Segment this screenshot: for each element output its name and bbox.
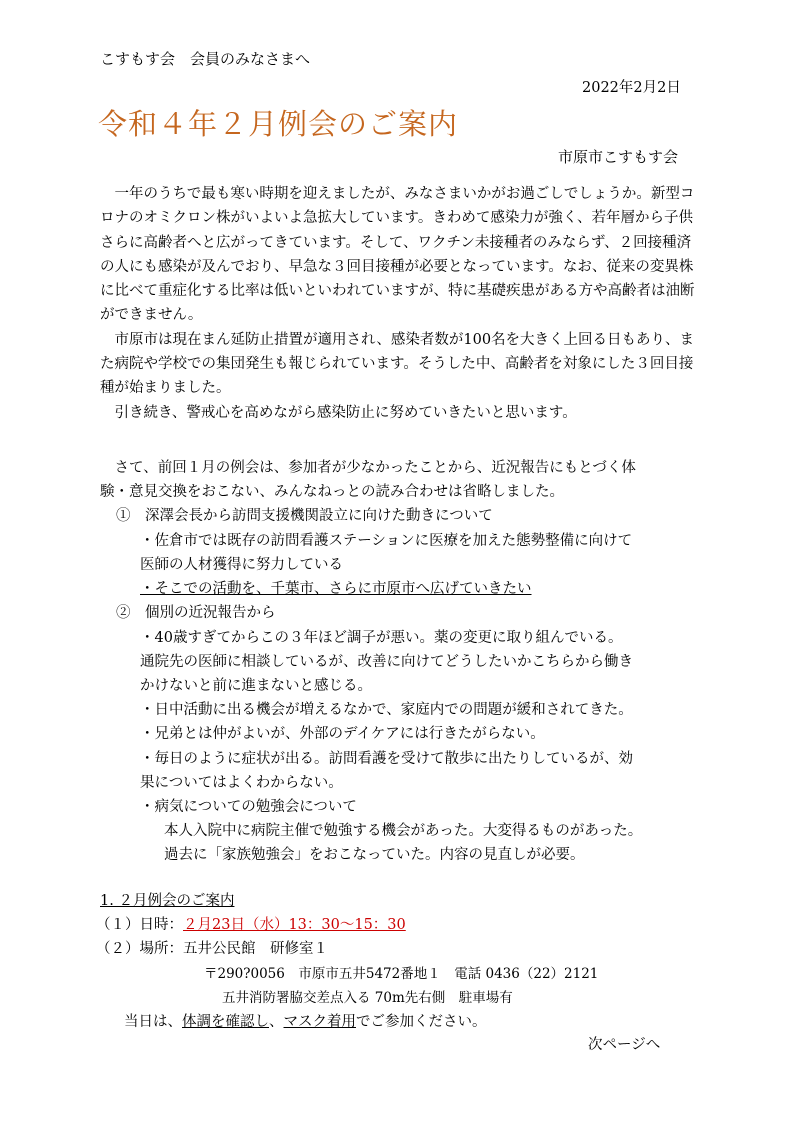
report-item-2-line-2: 通院先の医師に相談しているが、改善に向けてどうしたいかこちらから働き	[140, 654, 633, 670]
meeting-note-mid: 、	[269, 1014, 284, 1030]
report-item-2-line-3: かけないと前に進まないと感じる。	[140, 678, 372, 694]
intro-paragraph-2: 市原市は現在まん延防止措置が適用され、感染者数が100名を大きく上回る日もあり、また病院や学校での集団発生も報じられています。そうした中、高齢者を対象にした３回目接種が始まりました。	[100, 331, 695, 397]
report-item-1-line-2: 医師の人材獲得に努力している	[140, 557, 343, 573]
meeting-date-value: ２月23日（水）13：30～15：30	[183, 917, 406, 933]
report-item-1-title: ① 深澤会長から訪問支援機関設立に向けた動きについて	[116, 508, 493, 524]
meeting-date-row	[96, 913, 406, 937]
report-item-2-line-5: ・兄弟とは仲がよいが、外部のデイケアには行きたがらない。	[140, 726, 545, 742]
intro-text	[100, 182, 696, 425]
meeting-note-mask: マスク着用	[283, 1014, 356, 1030]
date: 2022年2月2日	[582, 80, 681, 96]
report-item-2-line-7: 果についてはよくわからない。	[140, 775, 343, 791]
meeting-note-health: 体調を確認し	[182, 1014, 269, 1030]
meeting-note-pre: 当日は、	[124, 1014, 182, 1030]
report-lead-1: さて、前回１月の例会は、参加者が少なかったことから、近況報告にもとづく体	[100, 460, 636, 476]
report-item-1-line-3: ・そこでの活動を、千葉市、さらに市原市へ広げていきたい	[140, 581, 532, 597]
report-item-2-line-10: 過去に「家族勉強会」をおこなっていた。内容の見直しが必要。	[164, 847, 585, 863]
meeting-date-label: （１）日時：	[96, 917, 183, 933]
meeting-address: 〒290?0056 市原市五井5472番地１ 電話 0436（22）2121	[204, 966, 599, 982]
next-page-label: 次ページへ	[588, 1037, 661, 1053]
report-item-2-line-1: ・40歳すぎてからこの３年ほど調子が悪い。薬の変更に取り組んでいる。	[140, 630, 623, 646]
report-item-2-line-6: ・毎日のように症状が出る。訪問看護を受けて散歩に出たりしているが、効	[140, 751, 633, 767]
report-item-2-title: ② 個別の近況報告から	[116, 605, 276, 621]
intro-paragraph-1: 一年のうちで最も寒い時期を迎えましたが、みなさまいかがお過ごしでしょうか。新型コロナのオミクロン株がいよいよ急拡大しています。きわめて感染力が強く、若年層から子供さらに高齢者へと広がってきています。そして、ワクチン未接種者のみならず、２回接種済の人にも感染が及んでおり、早急な３回目接種が必要となっています。なお、従来の変異株に比べて重症化する比率は低いといわれていますが、特に基礎疾患がある方や高齢者は油断ができません。	[100, 186, 695, 324]
meeting-heading: 1. ２月例会のご案内	[100, 893, 235, 909]
report-item-2-line-9: 本人入院中に病院主催で勉強する機会があった。大変得るものがあった。	[164, 823, 643, 839]
report-item-2-line-8: ・病気についての勉強会について	[140, 799, 357, 815]
meeting-landmark: 五井消防署脇交差点入る 70m先右側 駐車場有	[222, 990, 513, 1006]
greeting: こすもす会 会員のみなさまへ	[100, 50, 311, 68]
intro-paragraph-3: 引き続き、警戒心を高めながら感染防止に努めていきたいと思います。	[100, 404, 577, 421]
organization: 市原市こすもす会	[558, 148, 679, 166]
meeting-place: （２）場所：五井公民館 研修室１	[96, 941, 328, 957]
meeting-note	[124, 1010, 487, 1034]
meeting-note-post: でご参加ください。	[356, 1014, 487, 1030]
report-item-2-line-4: ・日中活動に出る機会が増えるなかで、家庭内での問題が緩和されてきた。	[140, 702, 633, 718]
report-item-1-line-1: ・佐倉市では既存の訪問看護ステーションに医療を加えた態勢整備に向けて	[140, 533, 633, 549]
report-lead-2: 験・意見交換をおこない、みんなねっとの読み合わせは省略しました。	[100, 484, 564, 500]
page-title: 令和４年２月例会のご案内	[98, 107, 459, 141]
